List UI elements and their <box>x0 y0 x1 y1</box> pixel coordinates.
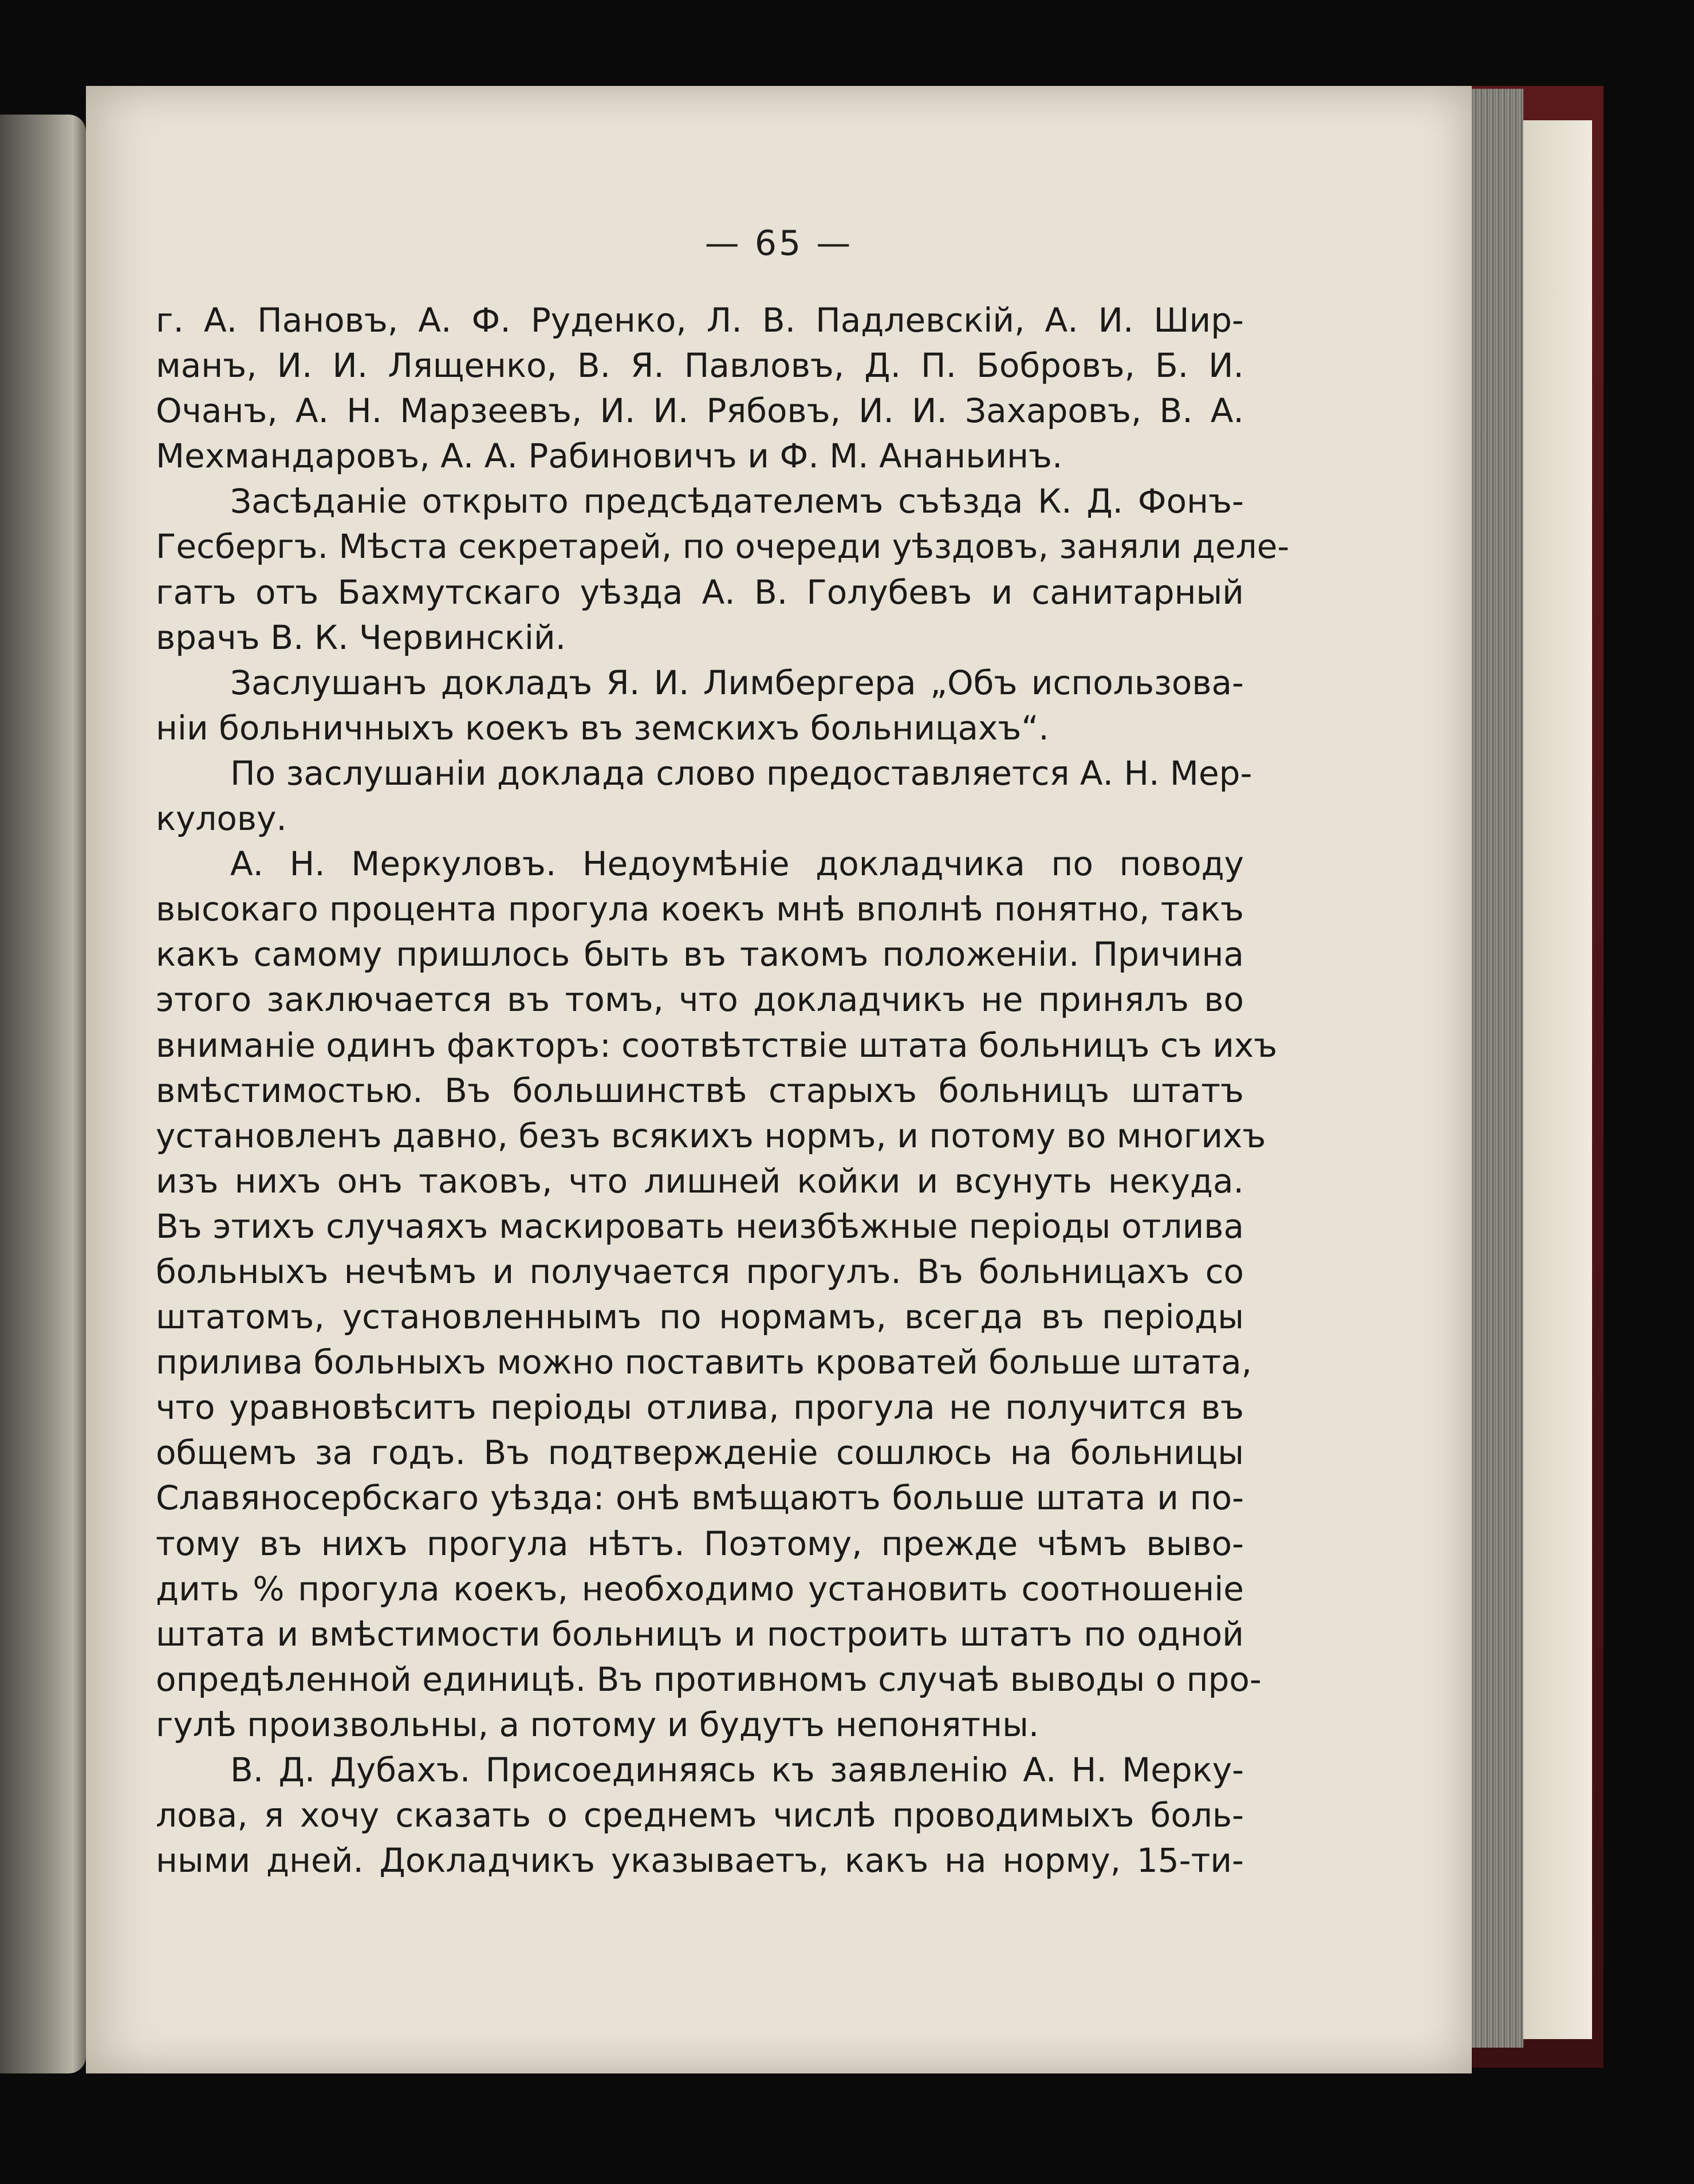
text-line: Засѣданіе открыто предсѣдателемъ съѣзда К. Д. Фонъ- <box>230 482 1244 521</box>
page-stack-edge <box>1466 89 1523 2048</box>
book-page <box>86 86 1472 2073</box>
text-line: больныхъ нечѣмъ и получается прогулъ. Въ больницахъ со <box>156 1252 1244 1291</box>
text-line: Въ этихъ случаяхъ маскировать неизбѣжные періоды отлива <box>156 1206 1244 1246</box>
body-text <box>156 298 1290 1883</box>
text-line: гатъ отъ Бахмутскаго уѣзда А. В. Голубевъ и санитарный <box>156 572 1244 612</box>
text-line: изъ нихъ онъ таковъ, что лишней койки и всунуть некуда. <box>156 1161 1244 1201</box>
text-line: вниманіе одинъ факторъ: соотвѣтствіе штата больницъ съ ихъ <box>156 1025 1278 1065</box>
text-line: общемъ за годъ. Въ подтвержденіе сошлюсь на больницы <box>156 1433 1244 1473</box>
text-line: г. А. Пановъ, А. Ф. Руденко, Л. В. Падлевскій, А. И. Шир- <box>156 301 1244 340</box>
text-line: Славяносербскаго уѣзда: онѣ вмѣщаютъ больше штата и по- <box>156 1478 1244 1518</box>
back-page-edge <box>1523 120 1592 2039</box>
text-line: В. Д. Дубахъ. Присоединяясь къ заявленію А. Н. Мерку- <box>230 1750 1244 1789</box>
text-line: Мехмандаровъ, А. А. Рабиновичъ и Ф. М. Ананьинъ. <box>156 436 1063 476</box>
text-line: штатомъ, установленнымъ по нормамъ, всегда въ періоды <box>156 1297 1244 1337</box>
text-line: этого заключается въ томъ, что докладчикъ не принялъ во <box>156 980 1244 1020</box>
text-line: врачъ В. К. Червинскій. <box>156 617 566 657</box>
text-line: опредѣленной единицѣ. Въ противномъ случаѣ выводы о про- <box>156 1659 1262 1699</box>
text-line: По заслушаніи доклада слово предоставляется А. Н. Мер- <box>230 753 1252 793</box>
page-number: — 65 — <box>704 223 853 263</box>
text-line: лова, я хочу сказать о среднемъ числѣ проводимыхъ боль- <box>156 1796 1244 1835</box>
text-line: кулову. <box>156 799 287 839</box>
text-line: Очанъ, А. Н. Марзеевъ, И. И. Рябовъ, И. И. Захаровъ, В. А. <box>156 391 1244 431</box>
text-line: манъ, И. И. Лященко, В. Я. Павловъ, Д. П. Бобровъ, Б. И. <box>156 346 1244 385</box>
text-line: что уравновѣситъ періоды отлива, прогула не получится въ <box>156 1388 1244 1427</box>
text-line: высокаго процента прогула коекъ мнѣ вполнѣ понятно, такъ <box>156 890 1244 929</box>
text-line: штата и вмѣстимости больницъ и построить штатъ по одной <box>156 1614 1244 1654</box>
facing-page-edge <box>0 115 86 2073</box>
text-line: установленъ давно, безъ всякихъ нормъ, и потому во многихъ <box>156 1116 1266 1155</box>
text-line: ными дней. Докладчикъ указываетъ, какъ на норму, 15-ти- <box>156 1841 1244 1880</box>
text-line: какъ самому пришлось быть въ такомъ положеніи. Причина <box>156 935 1244 974</box>
text-line: гулѣ произвольны, а потому и будутъ непонятны. <box>156 1705 1039 1744</box>
text-line: Заслушанъ докладъ Я. И. Лимбергера „Объ использова- <box>230 663 1244 702</box>
text-line: тому въ нихъ прогула нѣтъ. Поэтому, прежде чѣмъ выво- <box>156 1524 1244 1563</box>
text-line: дить % прогула коекъ, необходимо установить соотношеніе <box>156 1569 1244 1608</box>
text-line: прилива больныхъ можно поставить кроватей больше штата, <box>156 1343 1252 1382</box>
text-line: Гесбергъ. Мѣста секретарей, по очереди уѣздовъ, заняли деле- <box>156 527 1290 566</box>
text-line: А. Н. Меркуловъ. Недоумѣніе докладчика по поводу <box>230 844 1244 884</box>
text-line: вмѣстимостью. Въ большинствѣ старыхъ больницъ штатъ <box>156 1071 1244 1110</box>
text-line: ніи больничныхъ коекъ въ земскихъ больницахъ“. <box>156 708 1049 747</box>
